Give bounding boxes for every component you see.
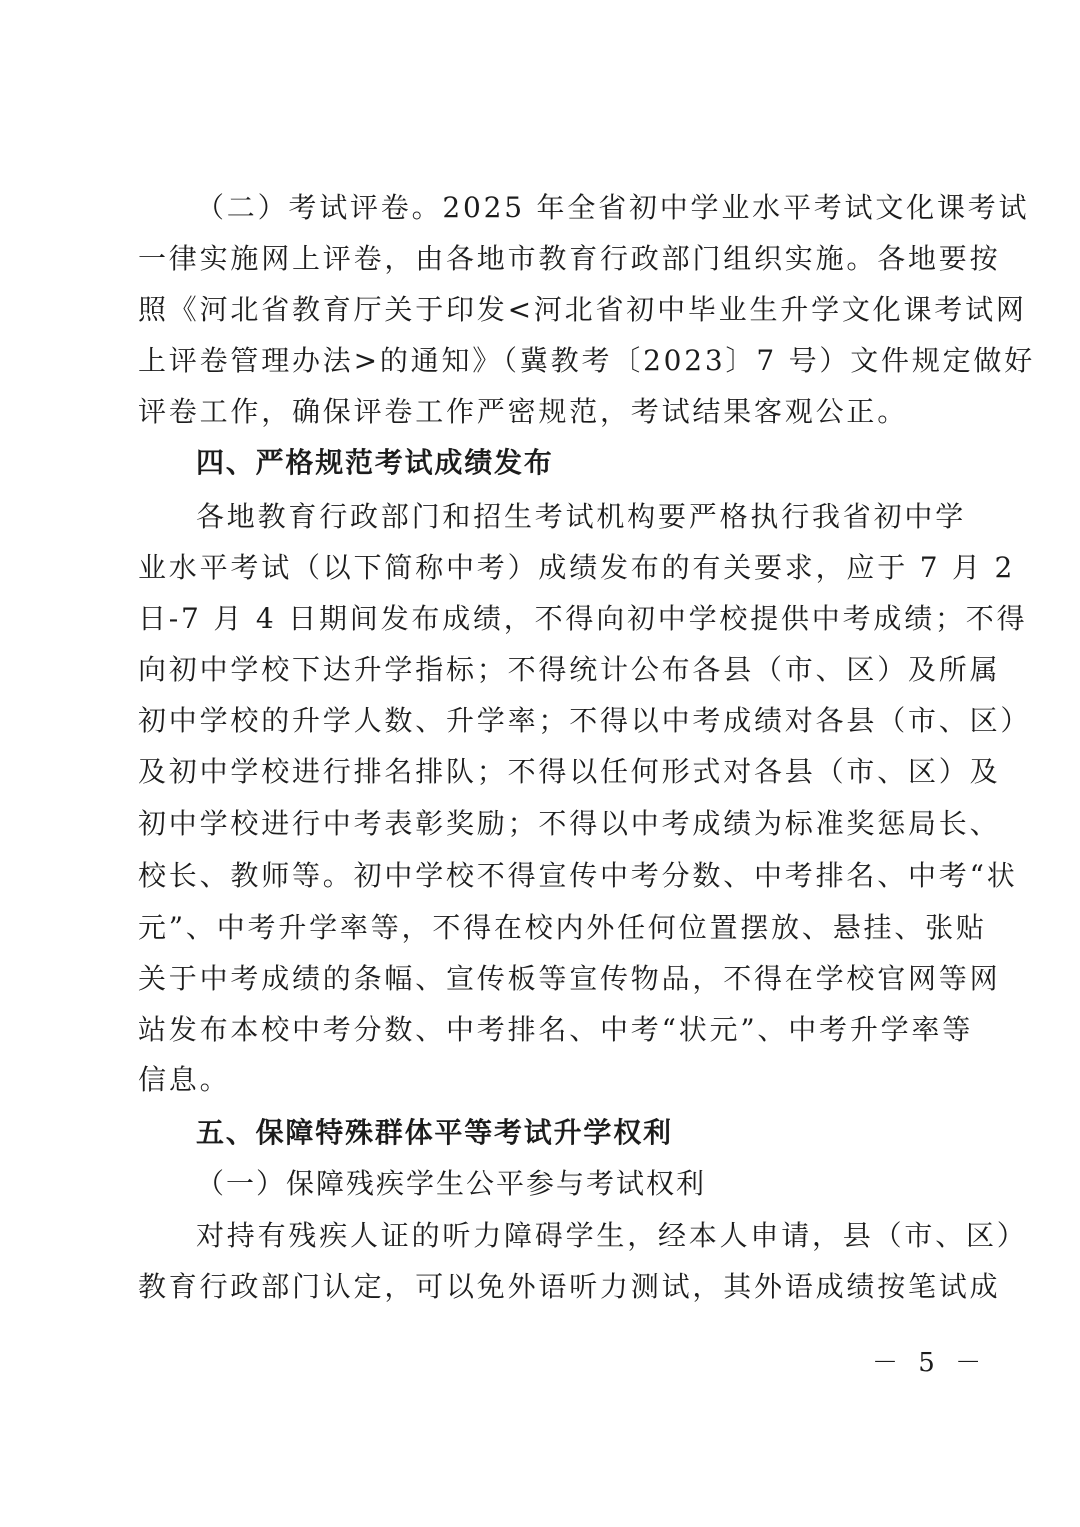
paragraph-line: 教育行政部门认定，可以免外语听力测试，其外语成绩按笔试成 bbox=[138, 1270, 1001, 1303]
paragraph-line: 站发布本校中考分数、中考排名、中考“状元”、中考升学率等 bbox=[138, 1013, 974, 1046]
paragraph-line: 信息。 bbox=[138, 1063, 231, 1096]
paragraph-line: 关于中考成绩的条幅、宣传板等宣传物品，不得在学校官网等网 bbox=[138, 962, 1001, 995]
paragraph-line: 日-7 月 4 日期间发布成绩，不得向初中学校提供中考成绩；不得 bbox=[138, 602, 1028, 635]
paragraph-line: 一律实施网上评卷，由各地市教育行政部门组织实施。各地要按 bbox=[138, 242, 1001, 275]
paragraph-line: 照《河北省教育厅关于印发<河北省初中毕业生升学文化课考试网 bbox=[138, 293, 1027, 326]
paragraph-line: 业水平考试（以下简称中考）成绩发布的有关要求，应于 7 月 2 bbox=[138, 551, 1016, 584]
paragraph-line: 上评卷管理办法>的通知》（冀教考〔2023〕7 号）文件规定做好 bbox=[138, 344, 1036, 377]
subsection-heading: （一）保障残疾学生公平参与考试权利 bbox=[196, 1167, 707, 1200]
section-heading: 四、严格规范考试成绩发布 bbox=[196, 446, 554, 479]
page-number: － 5 － bbox=[872, 1348, 988, 1378]
paragraph-line: 各地教育行政部门和招生考试机构要严格执行我省初中学 bbox=[196, 500, 967, 533]
paragraph-line: 校长、教师等。初中学校不得宣传中考分数、中考排名、中考“状 bbox=[138, 859, 1018, 892]
paragraph-line: 初中学校进行中考表彰奖励；不得以中考成绩为标准奖惩局长、 bbox=[138, 807, 1001, 840]
paragraph-line: （二）考试评卷。2025 年全省初中学业水平考试文化课考试 bbox=[196, 191, 1030, 224]
paragraph-line: 评卷工作，确保评卷工作严密规范，考试结果客观公正。 bbox=[138, 395, 909, 428]
section-heading: 五、保障特殊群体平等考试升学权利 bbox=[196, 1116, 673, 1149]
paragraph-line: 元”、中考升学率等，不得在校内外任何位置摆放、悬挂、张贴 bbox=[138, 911, 987, 944]
paragraph-line: 及初中学校进行排名排队；不得以任何形式对各县（市、区）及 bbox=[138, 755, 1001, 788]
paragraph-line: 向初中学校下达升学指标；不得统计公布各县（市、区）及所属 bbox=[138, 653, 1001, 686]
paragraph-line: 对持有残疾人证的听力障碍学生，经本人申请，县（市、区） bbox=[196, 1219, 1028, 1252]
paragraph-line: 初中学校的升学人数、升学率；不得以中考成绩对各县（市、区） bbox=[138, 704, 1032, 737]
